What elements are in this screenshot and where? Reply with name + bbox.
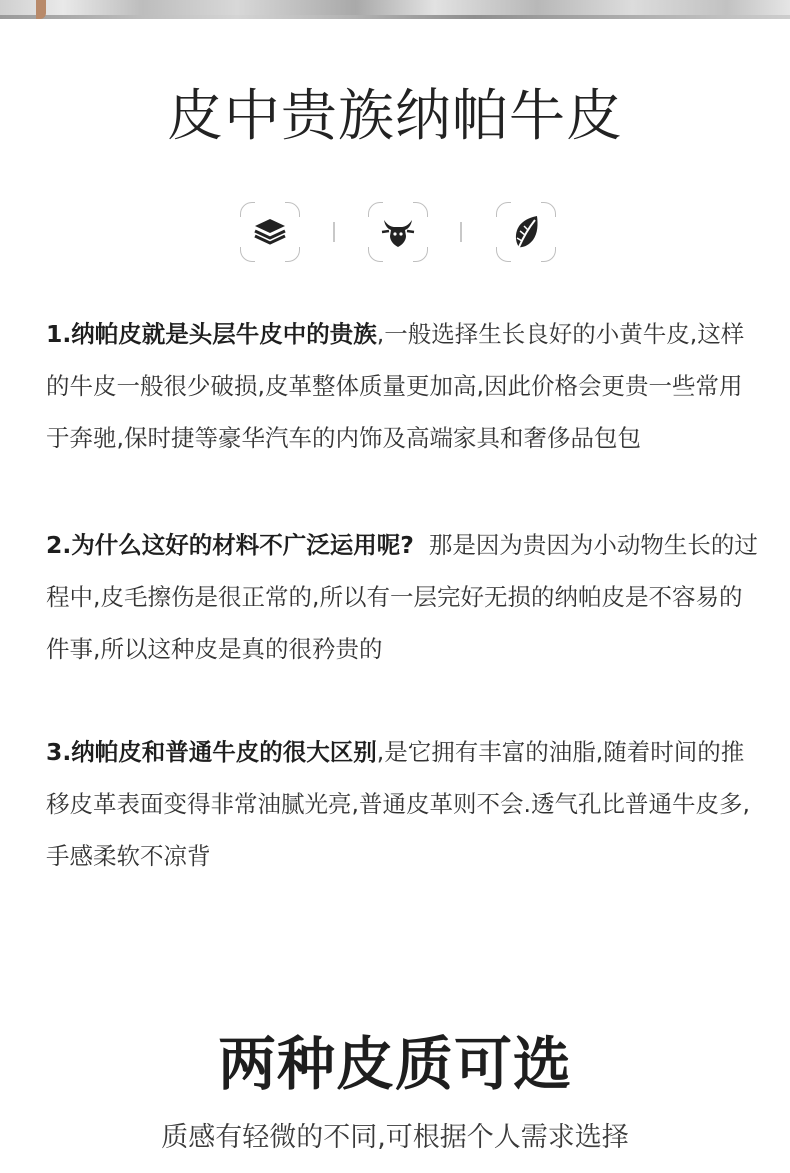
paragraph-3-body: ,是它拥有丰富的油脂,随着时间的推移皮革表面变得非常油腻光亮,普通皮革则不会.透气孔比普通牛皮多,手感柔软不凉背 bbox=[46, 738, 750, 870]
paragraph-2-body: 那是因为贵因为小动物生长的过程中,皮毛擦伤是很正常的,所以有一层完好无损的纳帕皮是不容易的件事,所以这种皮是真的很矜贵的 bbox=[46, 531, 758, 663]
section-subtitle-2: 质感有轻微的不同,可根据个人需求选择 bbox=[161, 1122, 629, 1153]
icon-separator bbox=[333, 222, 335, 242]
paragraph-3-lead: 3.纳帕皮和普通牛皮的很大区别 bbox=[46, 738, 377, 766]
paragraph-1 bbox=[46, 308, 758, 464]
section-title-2: 两种皮质可选 bbox=[217, 1030, 572, 1098]
layers-icon bbox=[240, 202, 300, 262]
leaf-icon bbox=[496, 202, 556, 262]
paragraph-3 bbox=[46, 726, 758, 882]
paragraph-1-lead: 1.纳帕皮就是头层牛皮中的贵族 bbox=[46, 320, 377, 348]
paragraph-2-lead: 2.为什么这好的材料不广泛运用呢? bbox=[46, 531, 414, 559]
top-product-photo-strip bbox=[0, 0, 790, 19]
bull-icon bbox=[368, 202, 428, 262]
paragraph-1-body: ,一般选择生长良好的小黄牛皮,这样的牛皮一般很少破损,皮革整体质量更加高,因此价格会更贵一些常用于奔驰,保时捷等豪华汽车的内饰及高端家具和奢侈品包包 bbox=[46, 320, 745, 452]
icon-separator bbox=[460, 222, 462, 242]
feature-icon-row bbox=[0, 202, 790, 262]
paragraph-2 bbox=[46, 519, 758, 675]
photo-accent bbox=[36, 0, 46, 19]
section-title: 皮中贵族纳帕牛皮 bbox=[167, 84, 623, 149]
